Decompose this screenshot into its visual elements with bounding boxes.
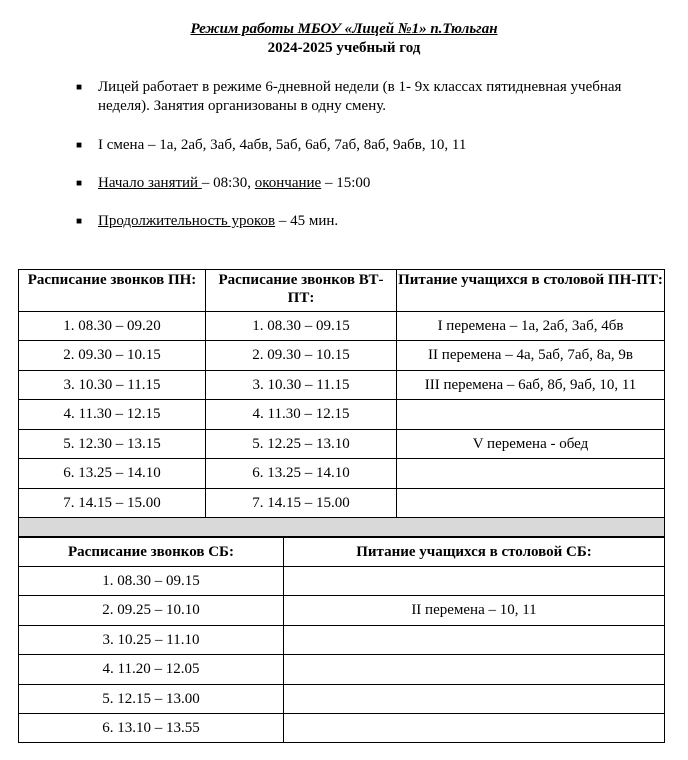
bullet-shift-text: I смена – 1а, 2аб, 3аб, 4абв, 5аб, 6аб, 7аб, 8аб, 9абв, 10, 11 [98, 137, 467, 153]
table-cell: 5. 12.25 – 13.10 [206, 430, 397, 459]
start-value: – 08:30, [201, 175, 255, 191]
table-cell: 2. 09.25 – 10.10 [19, 596, 284, 626]
table-cell [397, 400, 665, 430]
table-cell: 4. 11.30 – 12.15 [206, 400, 397, 430]
table-cell: 7. 14.15 – 15.00 [206, 489, 397, 518]
duration-value: – 45 мин. [275, 213, 339, 229]
table-cell [397, 489, 665, 518]
table-cell: 4. 11.30 – 12.15 [19, 400, 206, 430]
table-cell: 2. 09.30 – 10.15 [206, 341, 397, 371]
table-row [19, 312, 665, 341]
duration-label: Продолжительность уроков [98, 213, 276, 229]
title-line-1: Режим работы МБОУ «Лицей №1» п.Тюльган [190, 21, 498, 37]
table-row [19, 430, 665, 459]
table-cell: 7. 14.15 – 15.00 [19, 489, 206, 518]
table-cell: 4. 11.20 – 12.05 [19, 655, 284, 685]
table-cell [284, 567, 665, 596]
table-cell: 1. 08.30 – 09.15 [19, 567, 284, 596]
table-cell: 3. 10.25 – 11.10 [19, 626, 284, 655]
weekday-schedule-table [18, 269, 665, 537]
table-cell [284, 655, 665, 685]
table-separator-row [19, 518, 665, 537]
table-row [19, 626, 665, 655]
header-canteen-sat: Питание учащихся в столовой СБ: [284, 538, 665, 567]
header-mon-bells: Расписание звонков ПН: [19, 270, 206, 312]
table-cell: 6. 13.25 – 14.10 [206, 459, 397, 489]
table-cell: 5. 12.30 – 13.15 [19, 430, 206, 459]
start-label: Начало занятий [98, 175, 202, 191]
document-title [0, 20, 688, 58]
end-label: окончание [254, 175, 322, 191]
table-row [19, 714, 665, 743]
table-row [19, 685, 665, 714]
bullet-square-icon: ■ [76, 216, 83, 227]
end-value: – 15:00 [321, 175, 371, 191]
table-cell: 6. 13.25 – 14.10 [19, 459, 206, 489]
bullet-square-icon: ■ [76, 140, 83, 151]
table-header-row [19, 270, 665, 312]
table-cell: III перемена – 6аб, 8б, 9аб, 10, 11 [397, 371, 665, 400]
bullet-list [73, 78, 633, 231]
header-tue-fri-bells: Расписание звонков ВТ-ПТ: [206, 270, 397, 312]
table-header-row [19, 538, 665, 567]
table-cell: 1. 08.30 – 09.20 [19, 312, 206, 341]
table-row [19, 371, 665, 400]
table-row [19, 596, 665, 626]
bullet-square-icon: ■ [76, 82, 83, 93]
table-cell [284, 714, 665, 743]
saturday-schedule-table [18, 537, 665, 743]
table-cell [284, 685, 665, 714]
table-cell: 3. 10.30 – 11.15 [19, 371, 206, 400]
title-line-2: 2024-2025 учебный год [267, 40, 421, 56]
table-cell: 2. 09.30 – 10.15 [19, 341, 206, 371]
table-row [19, 341, 665, 371]
table-cell: I перемена – 1а, 2аб, 3аб, 4бв [397, 312, 665, 341]
table-row [19, 400, 665, 430]
bullet-shift [73, 136, 633, 155]
table-cell [397, 459, 665, 489]
table-row [19, 489, 665, 518]
table-cell: II перемена – 10, 11 [284, 596, 665, 626]
table-cell: II перемена – 4а, 5аб, 7аб, 8а, 9в [397, 341, 665, 371]
bullet-square-icon: ■ [76, 178, 83, 189]
table-cell: V перемена - обед [397, 430, 665, 459]
table-cell: 6. 13.10 – 13.55 [19, 714, 284, 743]
table-cell: 1. 08.30 – 09.15 [206, 312, 397, 341]
bullet-start-end [73, 174, 633, 193]
bullet-week-mode [73, 78, 633, 116]
table-row [19, 567, 665, 596]
table-cell [284, 626, 665, 655]
table-row [19, 459, 665, 489]
bullet-week-text: Лицей работает в режиме 6-дневной недели (в 1- 9х классах пятидневная учебная неделя). Занятия организованы в одну смену. [98, 79, 622, 114]
table-row [19, 655, 665, 685]
header-canteen-weekday: Питание учащихся в столовой ПН-ПТ: [397, 270, 665, 312]
header-sat-bells: Расписание звонков СБ: [19, 538, 284, 567]
table-cell: 5. 12.15 – 13.00 [19, 685, 284, 714]
bullet-duration [73, 212, 633, 231]
separator-cell [19, 518, 665, 537]
table-cell: 3. 10.30 – 11.15 [206, 371, 397, 400]
